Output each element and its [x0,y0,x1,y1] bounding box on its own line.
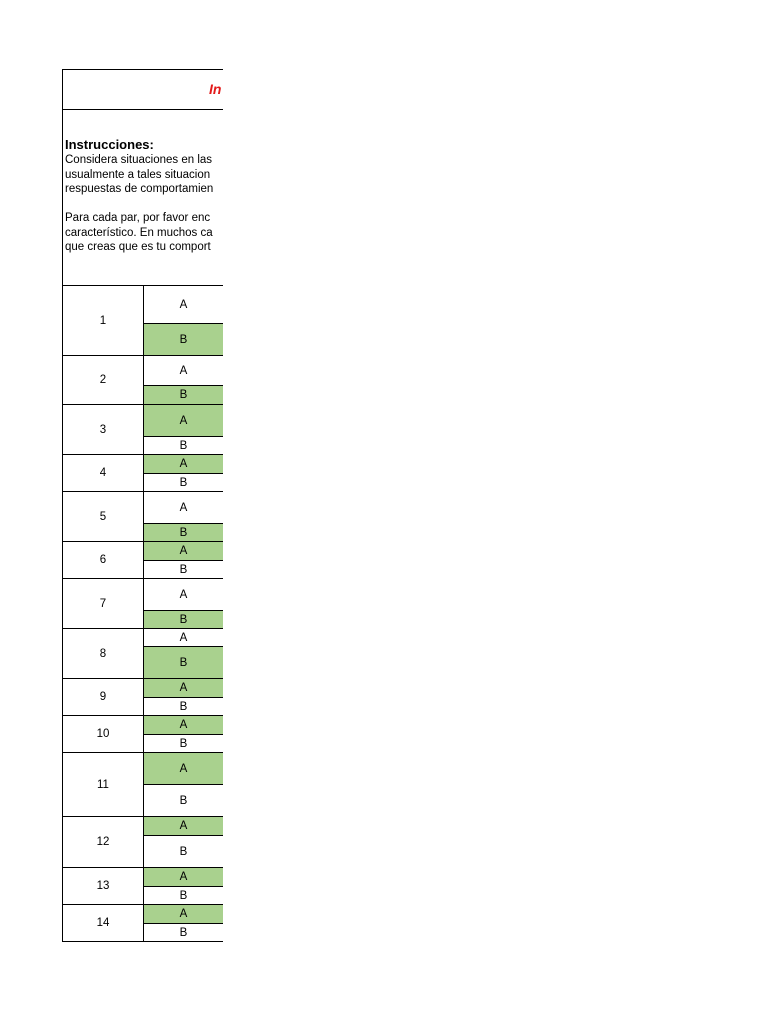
question-row [63,905,224,924]
instructions-line: Considera situaciones en las [65,154,213,166]
option-a-cell[interactable]: A [144,905,224,924]
question-row [63,542,224,561]
instructions-heading: Instrucciones: [65,137,154,152]
question-row [63,868,224,887]
option-b-cell[interactable]: B [144,324,224,356]
option-b-cell[interactable]: B [144,735,224,753]
option-b-cell[interactable]: B [144,698,224,716]
question-number: 12 [63,817,144,868]
option-a-cell[interactable]: A [144,753,224,785]
question-row [63,579,224,611]
option-b-cell[interactable]: B [144,611,224,629]
question-number: 5 [63,492,144,542]
question-number: 2 [63,356,144,405]
spreadsheet-page [62,69,223,942]
question-number: 13 [63,868,144,905]
option-a-cell[interactable]: A [144,542,224,561]
instructions-text [65,153,213,255]
question-row [63,492,224,524]
option-a-cell[interactable]: A [144,356,224,386]
option-b-cell[interactable]: B [144,924,224,942]
question-number: 3 [63,405,144,455]
page-title: In [209,81,222,97]
question-number: 11 [63,753,144,817]
instructions-line: Para cada par, por favor enc [65,212,211,224]
option-b-cell[interactable]: B [144,836,224,868]
option-b-cell[interactable]: B [144,524,224,542]
question-number: 7 [63,579,144,629]
instructions-cell [62,110,223,285]
question-row [63,716,224,735]
instructions-line: usualmente a tales situacion [65,168,211,181]
question-row [63,817,224,836]
question-table [62,285,223,942]
instructions-line: respuestas de comportamien [65,183,214,195]
option-b-cell[interactable]: B [144,437,224,455]
option-b-cell[interactable]: B [144,887,224,905]
option-a-cell[interactable]: A [144,679,224,698]
option-b-cell[interactable]: B [144,561,224,579]
option-a-cell[interactable]: A [144,868,224,887]
paragraph-gap [65,197,213,212]
question-number: 6 [63,542,144,579]
question-row [63,629,224,647]
option-a-cell[interactable]: A [144,455,224,474]
question-number: 8 [63,629,144,679]
option-b-cell[interactable]: B [144,386,224,405]
question-number: 10 [63,716,144,753]
option-a-cell[interactable]: A [144,629,224,647]
instructions-line: que creas que es tu comport [65,241,211,253]
option-a-cell[interactable]: A [144,492,224,524]
question-row [63,455,224,474]
question-row [63,753,224,785]
question-row [63,356,224,386]
instructions-line: característico. En muchos ca [65,226,213,239]
question-row [63,286,224,324]
question-number: 9 [63,679,144,716]
option-a-cell[interactable]: A [144,817,224,836]
option-a-cell[interactable]: A [144,716,224,735]
option-a-cell[interactable]: A [144,405,224,437]
option-a-cell[interactable]: A [144,286,224,324]
question-row [63,679,224,698]
option-b-cell[interactable]: B [144,785,224,817]
option-a-cell[interactable]: A [144,579,224,611]
option-b-cell[interactable]: B [144,647,224,679]
title-cell [62,69,223,110]
question-row [63,405,224,437]
question-number: 4 [63,455,144,492]
question-number: 14 [63,905,144,942]
option-b-cell[interactable]: B [144,474,224,492]
question-number: 1 [63,286,144,356]
